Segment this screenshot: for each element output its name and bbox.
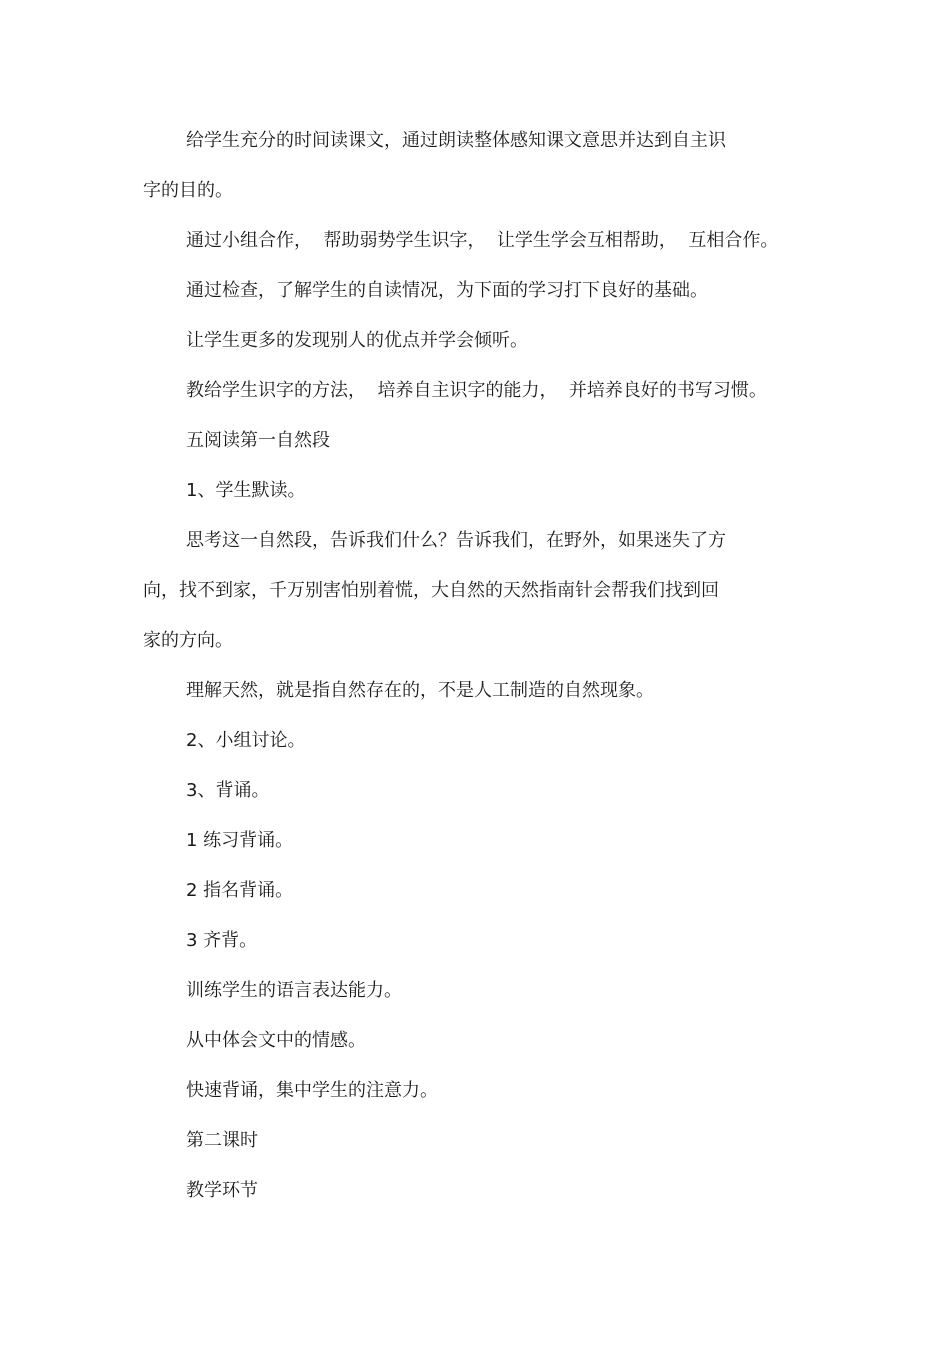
- paragraph-line: 给学生充分的时间读课文，通过朗读整体感知课文意思并达到自主识: [186, 130, 726, 151]
- paragraph-line: 教给学生识字的方法， 培养自主识字的能力， 并培养良好的书写习惯。: [186, 380, 767, 401]
- section-heading: 教学环节: [186, 1180, 258, 1201]
- paragraph-line: 训练学生的语言表达能力。: [186, 980, 402, 1001]
- paragraph-line: 家的方向。: [143, 630, 233, 651]
- paragraph-line: 字的目的。: [143, 180, 233, 201]
- paragraph-line: 通过小组合作， 帮助弱势学生识字， 让学生学会互相帮助， 互相合作。: [186, 230, 779, 251]
- list-item: 2、小组讨论。: [186, 730, 306, 751]
- section-heading: 五阅读第一自然段: [186, 430, 330, 451]
- paragraph-line: 思考这一自然段，告诉我们什么？告诉我们，在野外，如果迷失了方: [186, 530, 726, 551]
- paragraph-line: 从中体会文中的情感。: [186, 1030, 366, 1051]
- list-item: 2 指名背诵。: [186, 880, 294, 901]
- paragraph-line: 通过检查，了解学生的自读情况，为下面的学习打下良好的基础。: [186, 280, 708, 301]
- paragraph-line: 理解天然，就是指自然存在的，不是人工制造的自然现象。: [186, 680, 654, 701]
- paragraph-line: 向，找不到家，千万别害怕别着慌，大自然的天然指南针会帮我们找到回: [143, 580, 719, 601]
- paragraph-line: 快速背诵，集中学生的注意力。: [186, 1080, 438, 1101]
- list-item: 3、背诵。: [186, 780, 270, 801]
- paragraph-line: 让学生更多的发现别人的优点并学会倾听。: [186, 330, 528, 351]
- list-item: 1、学生默读。: [186, 480, 306, 501]
- section-heading: 第二课时: [186, 1130, 258, 1151]
- list-item: 1 练习背诵。: [186, 830, 294, 851]
- list-item: 3 齐背。: [186, 930, 258, 951]
